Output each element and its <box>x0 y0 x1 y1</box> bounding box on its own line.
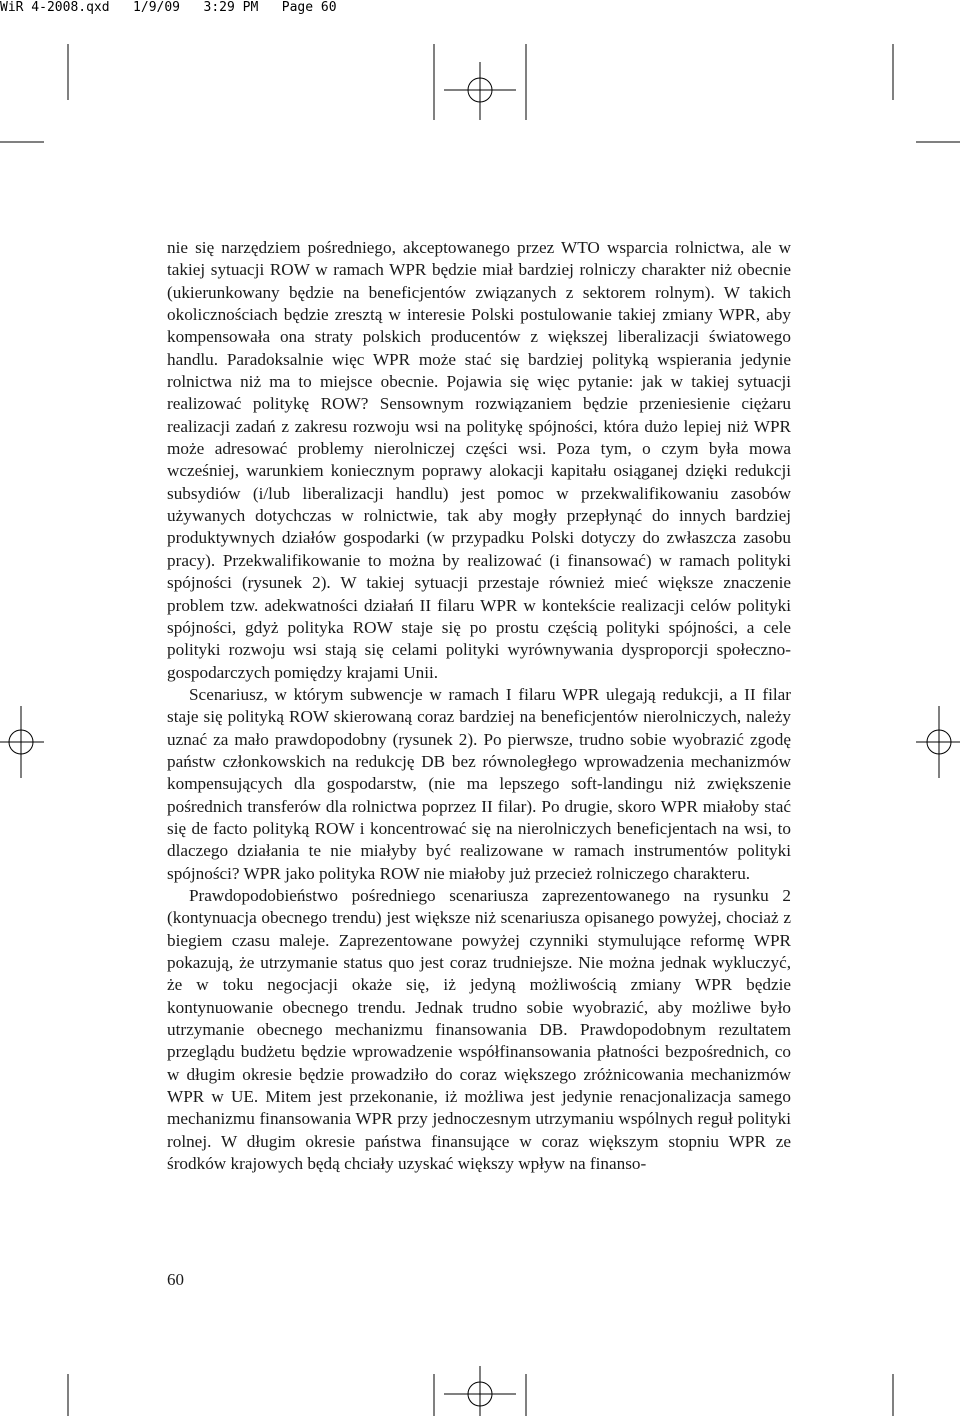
print-slug: WiR 4-2008.qxd 1/9/09 3:29 PM Page 60 <box>0 0 337 15</box>
registration-target-right <box>916 706 960 778</box>
paragraph-2: Scenariusz, w którym subwencje w ramach I filaru WPR ulegają redukcji, a II filar staje się polityką ROW skierowaną coraz bardziej na beneficjentów nierolniczych, należy uznać za mało prawdopodobny (rysunek 2). Po pierwsze, trudno sobie wyobrazić zgodę państw członkowskich na redukcję DB bez równoległego wprowadzenia mechanizmów kompensujących dla gospodarstw, (nie ma lepszego soft-landingu niż zwiększenie pośrednich transferów dla rolnictwa poprzez II filar). Po drugie, skoro WPR miałoby stać się de facto polityką ROW i koncentrować się na nierolniczych beneficjentach na wsi, to dlaczego działania te nie miałyby być realizowane w ramach instrumentów polityki spójności? WPR jako polityka ROW nie miałoby już przecież rolniczego charakteru. <box>167 684 791 883</box>
registration-target-left <box>0 706 44 778</box>
body-text <box>167 237 791 1175</box>
registration-target-bottom <box>444 1366 516 1416</box>
paragraph-1: nie się narzędziem pośredniego, akceptowanego przez WTO wsparcia rolnictwa, ale w takiej sytuacji ROW w ramach WPR będzie miał bardziej rolniczy charakter niż obecnie (ukierunkowany będzie na beneficjentów związanych z sektorem rolnym). W takich okolicznościach będzie zresztą w interesie Polski postulowanie takiej zmiany WPR, aby kompensowała ona straty polskich producentów z większej liberalizacji światowego handlu. Paradoksalnie więc WPR może stać się bardziej polityką wspierania jedynie rolnictwa niż ma to miejsce obecnie. Pojawia się więc pytanie: jak w takiej sytuacji realizować politykę ROW? Sensownym rozwiązaniem będzie przeniesienie ciężaru realizacji zadań z zakresu rozwoju wsi na politykę spójności, która dużo lepiej niż WPR może adresować problemy nierolniczej części wsi. Poza tym, o czym była mowa wcześniej, warunkiem koniecznym poprawy alokacji kapitału osiąganej dzięki redukcji subsydiów (i/lub liberalizacji handlu) jest pomoc w przekwalifikowaniu zasobów używanych dotychczas w rolnictwie, tak aby mogły przepłynąć do innych bardziej produktywnych działów gospodarki (w przypadku Polski dotyczy do zwłaszcza zasobu pracy). Przekwalifikowanie to można by realizować (i finansować) w ramach polityki spójności (rysunek 2). W takiej sytuacji przestaje również mieć większe znaczenie problem tzw. adekwatności działań II filaru WPR w kontekście realizacji celów polityki spójności, gdyż polityka ROW staje się po prostu częścią polityki spójności, a cele polityki rozwoju wsi stają się celami polityki wyrównywania dysproporcji społeczno-gospodarczych pomiędzy krajami Unii. <box>167 238 791 682</box>
page-number: 60 <box>167 1270 184 1289</box>
paragraph-3: Prawdopodobieństwo pośredniego scenariusza zaprezentowanego na rysunku 2 (kontynuacja obecnego trendu) jest większe niż scenariusza opisanego powyżej, chociaż z biegiem czasu maleje. Zaprezentowane powyżej czynniki stymulujące reformę WPR pokazują, że utrzymanie status quo jest coraz trudniejsze. Nie można jednak wykluczyć, że w toku negocjacji okaże się, iż jedyną możliwością zmiany WPR będzie kontynuowanie obecnego trendu. Jednak trudno sobie wyobrazić, aby możliwe było utrzymanie obecnego mechanizmu finansowania DB. Prawdopodobnym rezultatem przeglądu budżetu będzie wprowadzenie współfinansowania płatności bezpośrednich, co w długim okresie będzie prowadziło do coraz większego zróżnicowania mechanizmów WPR w UE. Mitem jest przekonanie, iż możliwa jest jedynie renacjonalizacja samego mechanizmu finansowania WPR przy jednoczesnym utrzymaniu wspólnych reguł polityki rolnej. W długim okresie państwa finansujące w coraz większym stopniu WPR ze środków krajowych będą chciały uzyskać większy wpływ na finanso- <box>167 885 791 1174</box>
registration-target-top <box>444 62 516 120</box>
